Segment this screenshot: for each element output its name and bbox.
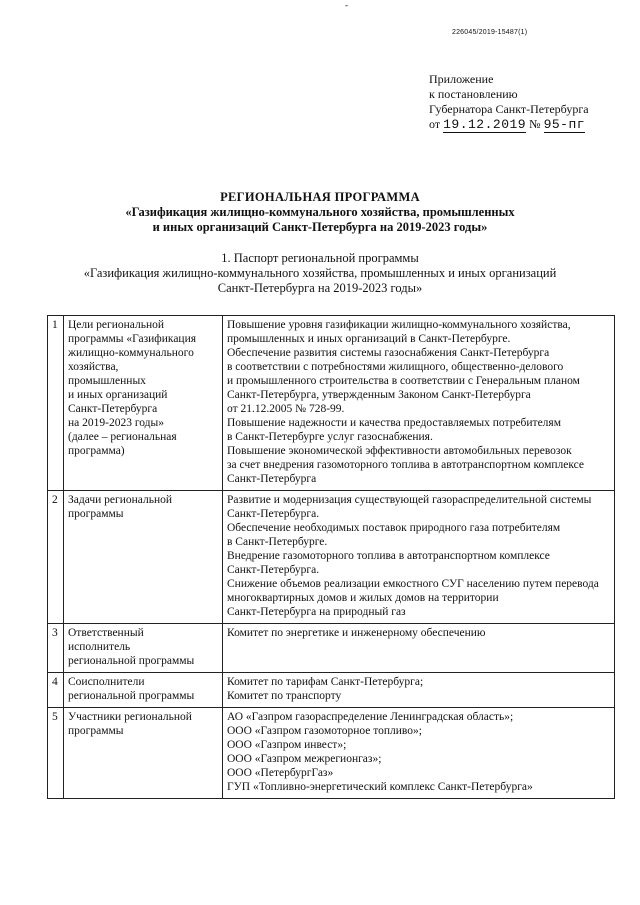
row-value-line: Развитие и модернизация существующей газораспределительной системы xyxy=(227,494,592,506)
row-value-line: АО «Газпром газораспределение Ленинградская область»; xyxy=(227,711,514,723)
row-value-line: Санкт-Петербурга на природный газ xyxy=(227,606,406,618)
row-label-line: исполнитель xyxy=(68,641,131,653)
row-label-line: Задачи региональной xyxy=(68,494,173,506)
row-number: 2 xyxy=(48,491,64,624)
row-number: 5 xyxy=(48,708,64,799)
row-label-line: промышленных xyxy=(68,375,146,387)
row-value-line: Повышение надежности и качества предоставляемых потребителям xyxy=(227,417,561,429)
row-label-line: Ответственный xyxy=(68,627,144,639)
row-label-line: и иных организаций xyxy=(68,389,168,401)
row-label xyxy=(64,624,223,673)
row-value-line: Комитет по энергетике и инженерному обеспечению xyxy=(227,627,486,639)
row-label xyxy=(64,491,223,624)
row-value-line: Комитет по транспорту xyxy=(227,690,342,702)
row-value xyxy=(223,316,615,491)
row-value-line: в соответствии с потребностями жилищного, общественно-делового xyxy=(227,361,564,373)
passport-line-2: «Газификация жилищно-коммунального хозяйства, промышленных и иных организаций xyxy=(83,266,557,280)
row-value xyxy=(223,491,615,624)
row-value-line: промышленных и иных организаций в Санкт-Петербурге. xyxy=(227,333,511,345)
row-label-line: на 2019-2023 годы» xyxy=(68,417,165,429)
title-line-3: и иных организаций Санкт-Петербурга на 2019-2023 годы» xyxy=(152,220,488,234)
passport-table xyxy=(47,315,615,799)
row-label xyxy=(64,673,223,708)
date-prefix: от xyxy=(429,117,441,131)
row-value-line: ООО «ПетербургГаз» xyxy=(227,767,334,779)
decree-date: 19.12.2019 xyxy=(443,117,527,132)
program-title xyxy=(0,190,640,235)
row-value-line: Санкт-Петербурга xyxy=(227,473,317,485)
row-label-line: программы xyxy=(68,725,124,737)
appendix-line-3: Губернатора Санкт-Петербурга xyxy=(429,102,589,116)
row-value-line: за счет внедрения газомоторного топлива в автотранспортном комплексе xyxy=(227,459,584,471)
row-value-line: Внедрение газомоторного топлива в автотранспортном комплексе xyxy=(227,550,550,562)
row-label-line: программы xyxy=(68,508,124,520)
row-number: 3 xyxy=(48,624,64,673)
row-label-line: Соисполнители xyxy=(68,676,145,688)
appendix-line-2: к постановлению xyxy=(429,87,518,101)
title-line-2: «Газификация жилищно-коммунального хозяйства, промышленных xyxy=(125,205,515,219)
row-value-line: в Санкт-Петербурге. xyxy=(227,536,328,548)
number-prefix: № xyxy=(529,117,541,131)
row-value xyxy=(223,708,615,799)
row-value-line: ООО «Газпром газомоторное топливо»; xyxy=(227,725,422,737)
table-row xyxy=(48,708,615,799)
row-value-line: ООО «Газпром инвест»; xyxy=(227,739,347,751)
appendix-line-1: Приложение xyxy=(429,72,494,86)
row-label-line: Участники региональной xyxy=(68,711,192,723)
passport-line-1: 1. Паспорт региональной программы xyxy=(221,251,419,265)
row-value-line: Повышение экономической эффективности автомобильных перевозок xyxy=(227,445,572,457)
row-label xyxy=(64,708,223,799)
appendix-block xyxy=(429,72,589,132)
row-value-line: ГУП «Топливно-энергетический комплекс Санкт-Петербурга» xyxy=(227,781,533,793)
row-label-line: (далее – региональная xyxy=(68,431,177,443)
passport-line-3: Санкт-Петербурга на 2019-2023 годы» xyxy=(217,281,423,295)
row-value-line: Обеспечение развития системы газоснабжения Санкт-Петербурга xyxy=(227,347,550,359)
row-value xyxy=(223,673,615,708)
row-value-line: ООО «Газпром межрегионгаз»; xyxy=(227,753,382,765)
row-number: 4 xyxy=(48,673,64,708)
row-label-line: жилищно-коммунального xyxy=(68,347,194,359)
row-value-line: Комитет по тарифам Санкт-Петербурга; xyxy=(227,676,424,688)
top-mark: - xyxy=(345,0,348,10)
row-label-line: Санкт-Петербурга xyxy=(68,403,158,415)
decree-number: 95-пг xyxy=(543,117,586,132)
passport-heading xyxy=(0,251,640,296)
table-row xyxy=(48,673,615,708)
row-value-line: от 21.12.2005 № 728-99. xyxy=(227,403,345,415)
table-row xyxy=(48,491,615,624)
appendix-date-line xyxy=(429,117,589,132)
row-label-line: региональной программы xyxy=(68,655,195,667)
row-value-line: Санкт-Петербурга. xyxy=(227,508,320,520)
row-label-line: программы «Газификация xyxy=(68,333,197,345)
row-value-line: Снижение объемов реализации емкостного СУГ населению путем перевода xyxy=(227,578,599,590)
document-id: 226045/2019-15487(1) xyxy=(452,29,528,36)
table-row xyxy=(48,316,615,491)
row-label-line: региональной программы xyxy=(68,690,195,702)
table-row xyxy=(48,624,615,673)
row-value-line: Санкт-Петербурга. xyxy=(227,564,320,576)
row-number: 1 xyxy=(48,316,64,491)
title-line-1: РЕГИОНАЛЬНАЯ ПРОГРАММА xyxy=(220,190,420,204)
row-value xyxy=(223,624,615,673)
row-label-line: Цели региональной xyxy=(68,319,165,331)
row-value-line: Санкт-Петербурга, утвержденным Законом Санкт-Петербурга xyxy=(227,389,531,401)
row-label xyxy=(64,316,223,491)
row-value-line: Повышение уровня газификации жилищно-коммунального хозяйства, xyxy=(227,319,571,331)
row-label-line: программа) xyxy=(68,445,125,457)
row-label-line: хозяйства, xyxy=(68,361,119,373)
row-value-line: и промышленного строительства в соответствии с Генеральным планом xyxy=(227,375,580,387)
row-value-line: Обеспечение необходимых поставок природного газа потребителям xyxy=(227,522,561,534)
row-value-line: многоквартирных домов и жилых домов на территории xyxy=(227,592,499,604)
row-value-line: в Санкт-Петербурге услуг газоснабжения. xyxy=(227,431,433,443)
